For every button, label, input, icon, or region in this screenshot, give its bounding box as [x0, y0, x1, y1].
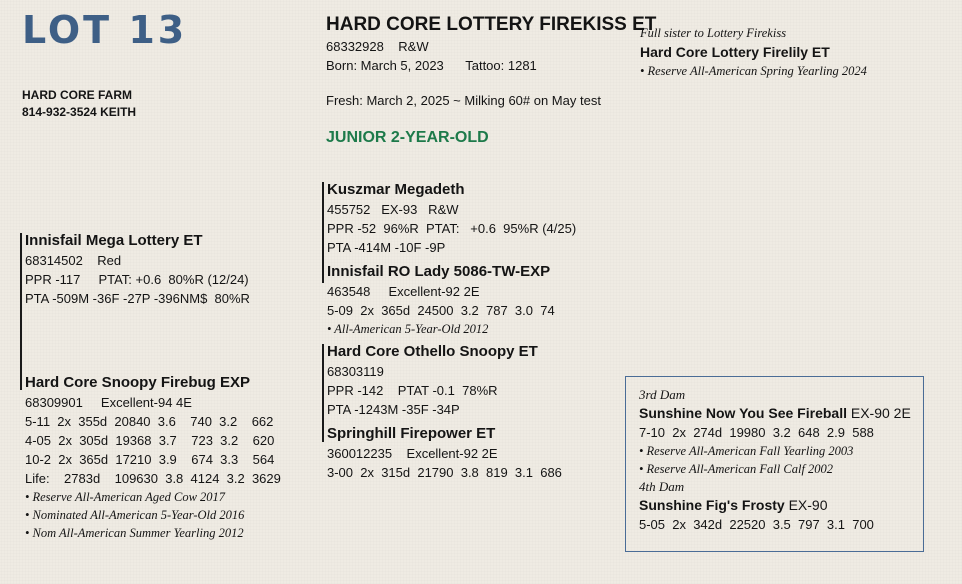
sire-name: Innisfail Mega Lottery ET	[25, 232, 203, 249]
sire-sire	[327, 180, 576, 257]
third-dam-label: 3rd Dam	[639, 387, 686, 402]
sire-line: PPR -117 PTAT: +0.6 80%R (12/24)	[25, 272, 249, 287]
dam	[25, 373, 281, 542]
sire	[25, 231, 250, 308]
third-dam-record: 7-10 2x 274d 19980 3.2 648 2.9 588	[639, 425, 874, 440]
fourth-dam-label: 4th Dam	[639, 479, 685, 494]
extended-pedigree	[639, 386, 911, 534]
sister-name: Hard Core Lottery Firelily ET	[640, 44, 830, 60]
dam-dam	[327, 424, 562, 482]
dam-lifetime: Life: 2783d 109630 3.8 4124 3.2 3629	[25, 471, 281, 486]
third-dam-name: Sunshine Now You See Fireball	[639, 405, 847, 421]
third-dam-achievement: • Reserve All-American Fall Yearling 2003	[639, 444, 854, 458]
sire-dam-name: Innisfail RO Lady 5086-TW-EXP	[327, 263, 551, 280]
dam-sire-name: Hard Core Othello Snoopy ET	[327, 343, 538, 360]
sire-dam-line: 463548 Excellent-92 2E	[327, 284, 480, 299]
fourth-dam-record: 5-05 2x 342d 22520 3.5 797 3.1 700	[639, 517, 874, 532]
sire-dam	[327, 262, 555, 338]
main-animal-born: Born: March 5, 2023 Tattoo: 1281	[326, 58, 537, 73]
farm-info	[22, 87, 136, 121]
sire-line: PTA -509M -36F -27P -396NM$ 80%R	[25, 291, 250, 306]
farm-name: HARD CORE FARM	[22, 88, 132, 102]
sister-achievement: • Reserve All-American Spring Yearling 2024	[640, 64, 867, 78]
sire-pedigree-bracket	[322, 182, 324, 283]
main-animal-id: 68332928 R&W	[326, 39, 429, 54]
dam-pedigree-bracket	[322, 344, 324, 442]
third-dam-score: EX-90 2E	[846, 405, 911, 421]
dam-dam-line: 360012235 Excellent-92 2E	[327, 446, 498, 461]
dam-sire	[327, 342, 538, 419]
sire-sire-name: Kuszmar Megadeth	[327, 181, 465, 198]
dam-dam-record: 3-00 2x 315d 21790 3.8 819 3.1 686	[327, 465, 562, 480]
dam-sire-line: PTA -1243M -35F -34P	[327, 402, 460, 417]
main-animal	[326, 13, 656, 147]
sire-line: 68314502 Red	[25, 253, 122, 268]
fourth-dam-score: EX-90	[784, 497, 828, 513]
dam-achievement: • Nominated All-American 5-Year-Old 2016	[25, 508, 245, 522]
sire-sire-line: PTA -414M -10F -9P	[327, 240, 446, 255]
sire-dam-record: 5-09 2x 365d 24500 3.2 787 3.0 74	[327, 303, 555, 318]
dam-sire-line: 68303119	[327, 364, 384, 379]
sister-label: Full sister to Lottery Firekiss	[640, 26, 787, 40]
sire-dam-achievement: • All-American 5-Year-Old 2012	[327, 322, 489, 336]
dam-dam-name: Springhill Firepower ET	[327, 425, 496, 442]
dam-record: 10-2 2x 365d 17210 3.9 674 3.3 564	[25, 452, 275, 467]
main-animal-name: HARD CORE LOTTERY FIREKISS ET	[326, 14, 657, 35]
dam-name: Hard Core Snoopy Firebug EXP	[25, 374, 251, 391]
main-animal-fresh: Fresh: March 2, 2025 ~ Milking 60# on May test	[326, 93, 601, 108]
class-label: JUNIOR 2-YEAR-OLD	[326, 129, 489, 146]
dam-achievement: • Nom All-American Summer Yearling 2012	[25, 526, 244, 540]
fourth-dam-name: Sunshine Fig's Frosty	[639, 497, 785, 513]
third-dam	[639, 404, 911, 423]
lot-number: LOT 13	[22, 8, 188, 52]
dam-sire-line: PPR -142 PTAT -0.1 78%R	[327, 383, 498, 398]
dam-record: 5-11 2x 355d 20840 3.6 740 3.2 662	[25, 414, 274, 429]
farm-phone: 814-932-3524 KEITH	[22, 105, 137, 119]
third-dam-achievement: • Reserve All-American Fall Calf 2002	[639, 462, 834, 476]
dam-record: 4-05 2x 305d 19368 3.7 723 3.2 620	[25, 433, 275, 448]
dam-achievement: • Reserve All-American Aged Cow 2017	[25, 490, 226, 504]
dam-line: 68309901 Excellent-94 4E	[25, 395, 192, 410]
sire-sire-line: 455752 EX-93 R&W	[327, 202, 459, 217]
sire-dam-bracket	[20, 233, 22, 390]
sire-sire-line: PPR -52 96%R PTAT: +0.6 95%R (4/25)	[327, 221, 577, 236]
full-sister	[640, 24, 867, 80]
fourth-dam	[639, 496, 911, 515]
